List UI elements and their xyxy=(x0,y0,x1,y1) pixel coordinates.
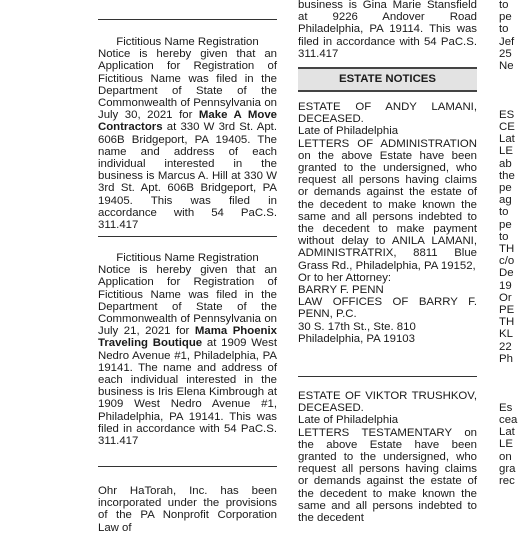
clipped-line xyxy=(499,390,529,402)
notice-text: at 330 W 3rd St. Apt. 606B Bridgeport, PA 19405. The name and address of each individual interested in the business is Marcus A. Hill at 330 W 3rd St. Apt. 606B Bridgeport, PA 19405. This was filed in accordance with 54 PaC.S. 311.417 xyxy=(98,121,277,232)
attorney-name: BARRY F. PENN xyxy=(298,284,384,297)
clipped-line: TH xyxy=(499,316,515,329)
clipped-line: ag xyxy=(499,194,512,207)
notice-text: business is Gina Marie Stansfield at 9226 Andover Road Philadelphia, PA 19114. This was filed in accordance with 54 PaC.S. 311.417 xyxy=(298,0,477,60)
estate-title: ESTATE OF VIKTOR TRUSHKOV, DECEASED. xyxy=(298,390,477,415)
clipped-line: PE xyxy=(499,304,515,317)
divider xyxy=(98,466,277,467)
clipped-line: Or xyxy=(499,291,512,304)
clipped-line: Ph xyxy=(499,352,513,365)
clipped-line: Ne xyxy=(499,60,514,73)
clipped-line xyxy=(499,72,529,84)
clipped-line: LE xyxy=(499,438,513,451)
clipped-line: to xyxy=(499,230,509,243)
clipped-line: 19 xyxy=(499,279,512,292)
estate-body: LETTERS OF ADMINISTRATION on the above Estate have been granted to the undersigned, who request all persons having claims or demands against the estate of the decedent to make known the same and all persons indebted to the decedent to make payment without delay to ANILA LAMANI, ADMINISTRATRIX, 8811 Blue Grass Rd., Philadelphia, PA 19152, xyxy=(298,137,477,272)
clipped-line: to xyxy=(499,23,509,36)
clipped-line: to xyxy=(499,206,509,219)
clipped-line: rec xyxy=(499,474,515,487)
estate-notice-2 xyxy=(298,390,477,524)
clipped-line: pe xyxy=(499,11,512,24)
fictitious-name-notice-1 xyxy=(98,36,277,231)
clipped-line: ab xyxy=(499,157,512,170)
clipped-line: pe xyxy=(499,182,512,195)
law-firm: LAW OFFICES OF BARRY F. PENN, P.C. xyxy=(298,296,477,321)
notice-body xyxy=(98,48,277,231)
notice-text: Notice is hereby given that an Application for Registration of Fictitious Name was filed in the Department of State of the Commonwealth of Pennsylvania on July 21, 2021 for xyxy=(98,264,277,338)
clipped-line: 22 xyxy=(499,340,512,353)
clipped-line: ES xyxy=(499,108,515,121)
clipped-text xyxy=(499,0,529,487)
clipped-line: Es xyxy=(499,401,513,414)
clipped-line: TH xyxy=(499,243,515,256)
business-name: Make A Move Contractors xyxy=(98,109,277,134)
notice-continuation xyxy=(298,0,477,60)
clipped-line: CE xyxy=(499,121,515,134)
estate-title: ESTATE OF ANDY LAMANI, DECEASED. xyxy=(298,101,477,126)
estate-late-of: Late of Philadelphia xyxy=(298,414,399,427)
clipped-line: c/o xyxy=(499,255,515,268)
clipped-line: cea xyxy=(499,413,518,426)
divider xyxy=(98,236,277,237)
notice-text: Ohr HaTorah, Inc. has been incorporated under the provisions of the PA Nonprofit Corporation Law of xyxy=(98,485,277,534)
estate-late-of: Late of Philadelphia xyxy=(298,125,399,138)
clipped-line xyxy=(499,97,529,109)
fictitious-name-notice-2 xyxy=(98,252,277,447)
clipped-line: to xyxy=(499,0,509,11)
clipped-line: Lat xyxy=(499,426,515,439)
clipped-line xyxy=(499,365,529,377)
notice-body xyxy=(98,264,277,447)
clipped-line: De xyxy=(499,267,514,280)
incorporation-notice xyxy=(98,485,277,534)
clipped-line xyxy=(499,84,529,96)
notice-heading: Fictitious Name Registration xyxy=(116,36,259,48)
clipped-line: pe xyxy=(499,218,512,231)
address-line-1: 30 S. 17th St., Ste. 810 xyxy=(298,320,416,333)
clipped-line: KL xyxy=(499,328,513,341)
clipped-line: LE xyxy=(499,145,513,158)
divider xyxy=(98,19,277,20)
section-banner xyxy=(298,67,477,92)
clipped-line: the xyxy=(499,169,515,182)
right-column-clipped xyxy=(499,0,529,512)
clipped-line xyxy=(499,377,529,389)
business-name: Mama Phoenix Traveling Boutique xyxy=(98,325,278,350)
notice-text: Notice is hereby given that an Application for Registration of Fictitious Name was filed in the Department of State of the Commonwealth of Pennsylvania on July 30, 2021 for xyxy=(98,48,277,122)
notice-heading: Fictitious Name Registration xyxy=(116,252,259,264)
address-line-2: Philadelphia, PA 19103 xyxy=(298,332,415,345)
clipped-line: Jef xyxy=(499,35,515,48)
divider xyxy=(298,376,477,377)
clipped-line: gra xyxy=(499,462,516,475)
notice-text: at 1909 West Nedro Avenue #1, Philadelphia, PA 19141. The name and address of each individual interested in the business is Iris Elena Kimbrough at 1909 West Nedro Avenue #1, Philadelphia, PA 19141. This was filed in accordance with 54 PaC.S. 311.417 xyxy=(98,337,277,448)
left-column xyxy=(98,0,278,534)
estate-notice-1 xyxy=(298,101,477,345)
clipped-line: 25 xyxy=(499,47,512,60)
attorney-label: Or to her Attorney: xyxy=(298,271,392,284)
estate-body: LETTERS TESTAMENTARY on the above Estate have been granted to the undersigned, who request all persons having claims or demands against the estate of the decedent to make known the same and all persons indebted to the decedent xyxy=(298,426,477,525)
clipped-line: on xyxy=(499,450,512,463)
banner-title: ESTATE NOTICES xyxy=(338,73,437,85)
clipped-line: Lat xyxy=(499,133,515,146)
middle-column xyxy=(298,0,477,525)
